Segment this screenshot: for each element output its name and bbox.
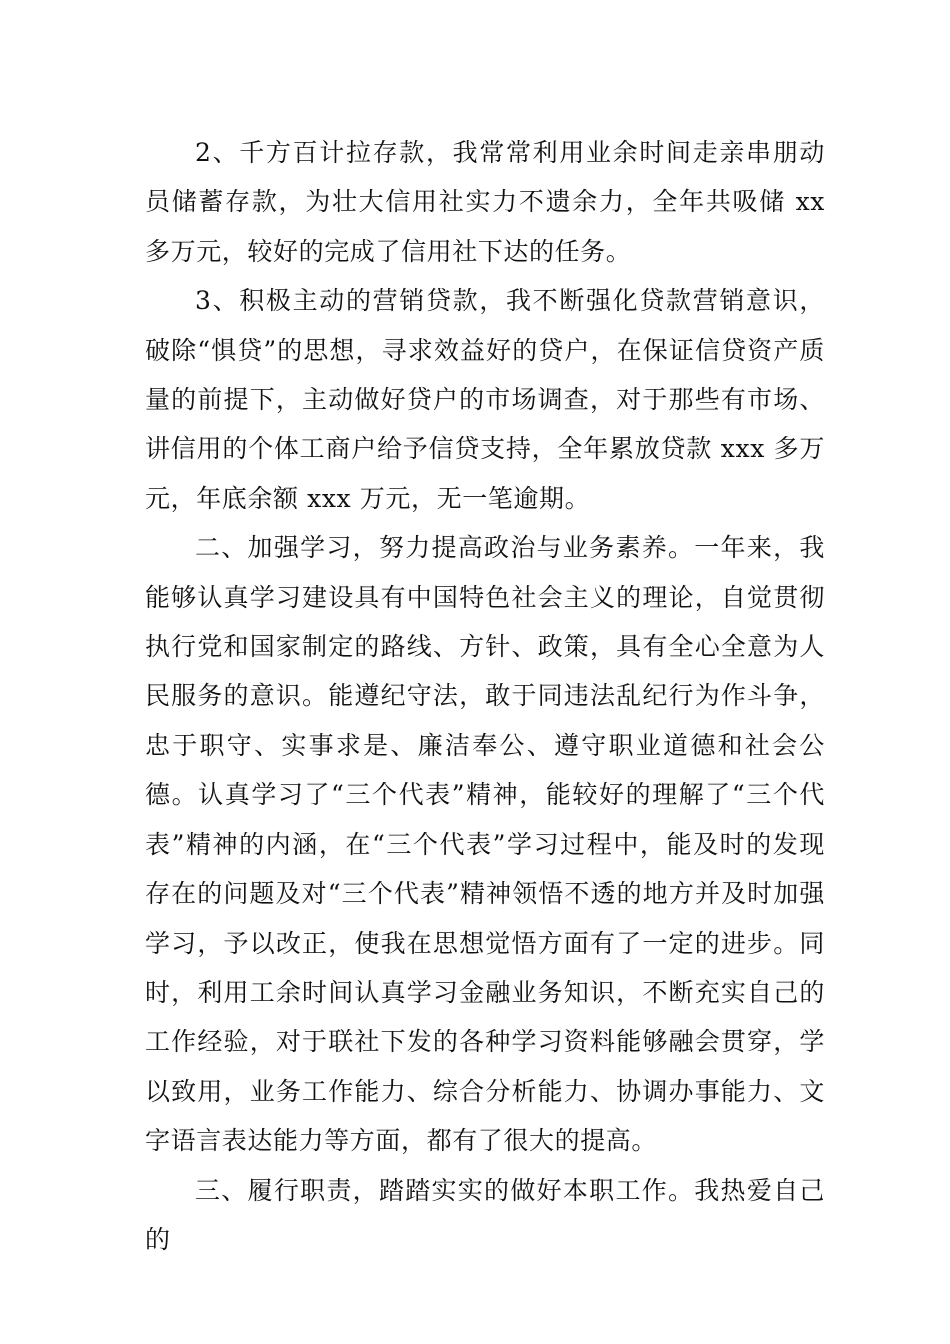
document-body <box>145 128 825 1264</box>
paragraph-loans: 3、积极主动的营销贷款，我不断强化贷款营销意识，破除“惧贷”的思想，寻求效益好的贷户，在保证信贷资产质量的前提下，主动做好贷户的市场调查，对于那些有市场、讲信用的个体工商户给予信贷支持，全年累放贷款 xxx 多万元，年底余额 xxx 万元，无一笔逾期。 <box>145 286 825 513</box>
paragraph-study: 二、加强学习，努力提高政治与业务素养。一年来，我能够认真学习建设具有中国特色社会主义的理论，自觉贯彻执行党和国家制定的路线、方针、政策，具有全心全意为人民服务的意识。能遵纪守法，敢于同违法乱纪行为作斗争，忠于职守、实事求是、廉洁奉公、遵守职业道德和社会公德。认真学习了“三个代表”精神，能较好的理解了“三个代表”精神的内涵，在“三个代表”学习过程中，能及时的发现存在的问题及对“三个代表”精神领悟不透的地方并及时加强学习，予以改正，使我在思想觉悟方面有了一定的进步。同时，利用工余时间认真学习金融业务知识，不断充实自己的工作经验，对于联社下发的各种学习资料能够融会贯穿，学以致用，业务工作能力、综合分析能力、协调办事能力、文字语言表达能力等方面，都有了很大的提高。 <box>145 533 825 1156</box>
paragraph-duties: 三、履行职责，踏踏实实的做好本职工作。我热爱自己的 <box>145 1175 825 1254</box>
paragraph-deposits: 2、千方百计拉存款，我常常利用业余时间走亲串朋动员储蓄存款，为壮大信用社实力不遗余力，全年共吸储 xx 多万元，较好的完成了信用社下达的任务。 <box>145 138 825 266</box>
